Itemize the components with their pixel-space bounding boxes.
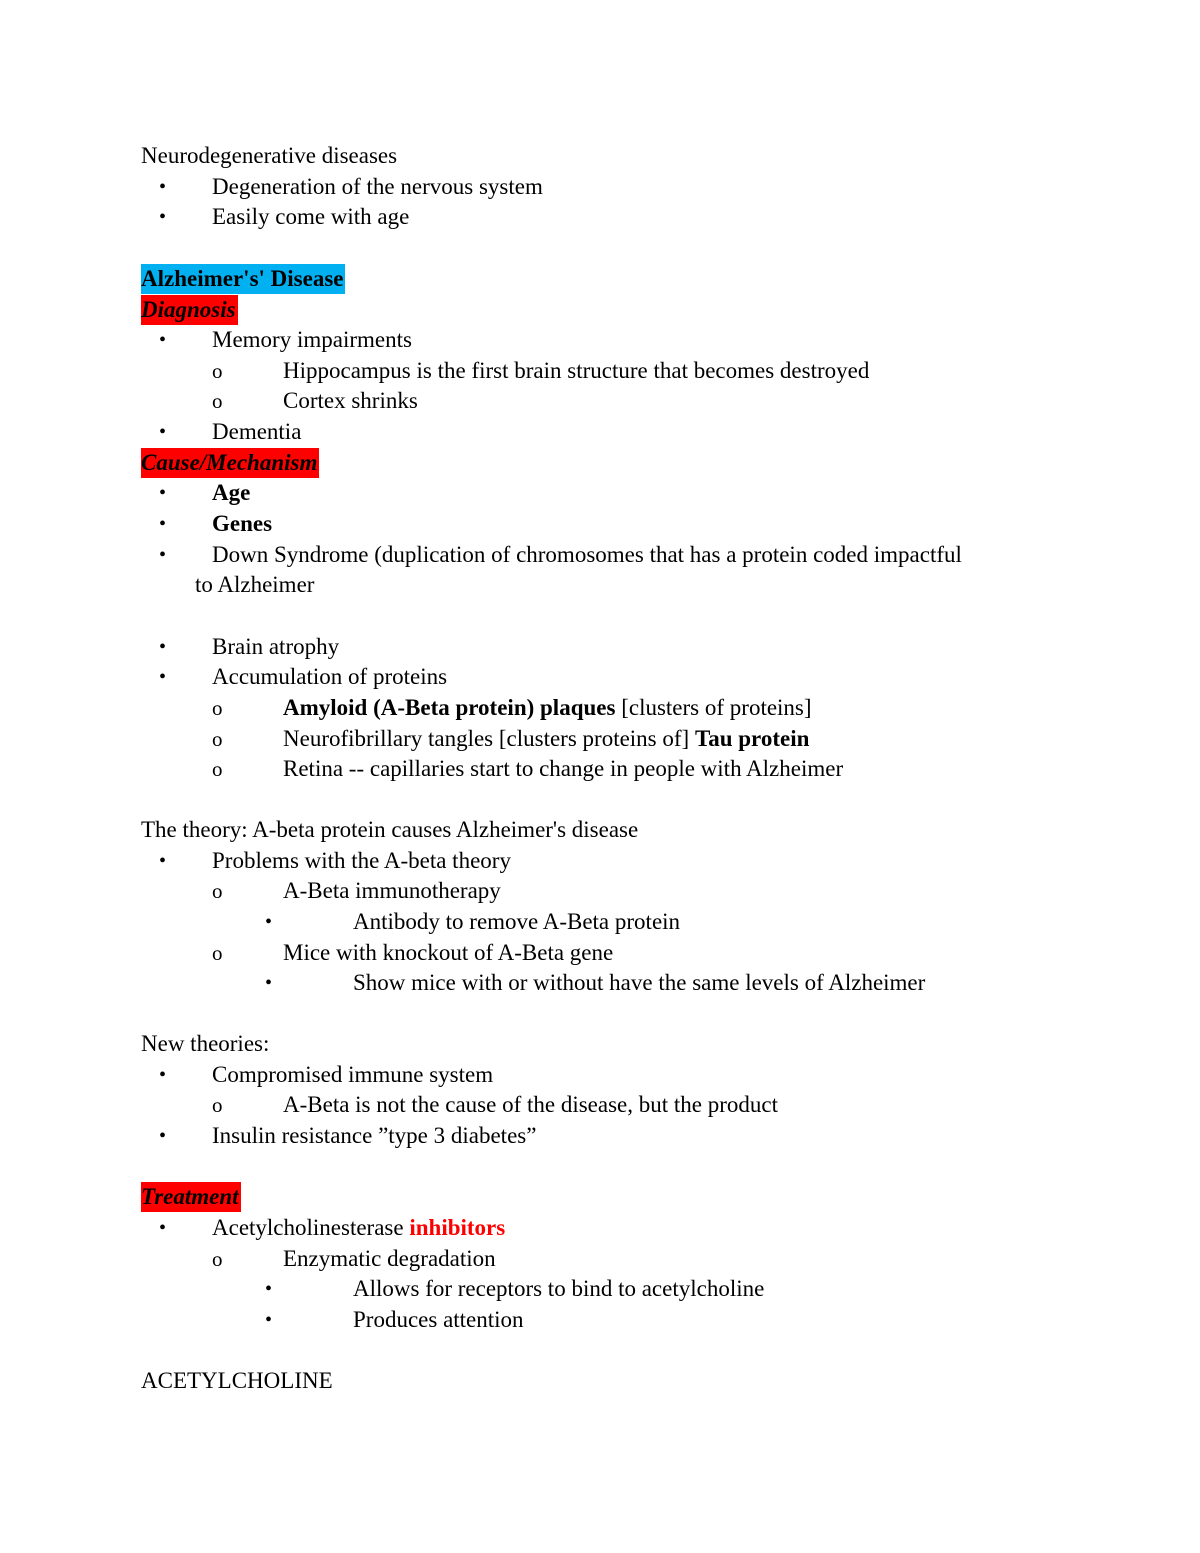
heading-text: ACETYLCHOLINE — [141, 1368, 333, 1393]
bullet-icon: • — [159, 206, 167, 228]
list-item-text: to Alzheimer — [195, 572, 315, 597]
bullet-icon: • — [265, 1309, 273, 1331]
sub-list-item-text: A-Beta is not the cause of the disease, but the product — [283, 1092, 778, 1117]
sub-list-item-text — [283, 754, 843, 784]
bullet-icon: • — [159, 850, 167, 872]
list-item-text: Dementia — [212, 419, 302, 444]
sub-sub-list-item-text: Antibody to remove A-Beta protein — [353, 909, 681, 934]
sub-list-item-text — [283, 693, 812, 723]
disease-title-text: Alzheimer's' Disease — [141, 264, 345, 294]
sub-list-item-text: Enzymatic degradation — [283, 1246, 496, 1271]
list-item-text: Accumulation of proteins — [212, 664, 448, 689]
list-item-text: Brain atrophy — [212, 634, 340, 659]
circle-bullet-icon: o — [212, 696, 223, 720]
heading-text: The theory: A-beta protein causes Alzheimer's disease — [141, 817, 639, 842]
bullet-icon: • — [265, 1278, 273, 1300]
circle-bullet-icon: o — [212, 879, 223, 903]
circle-bullet-icon: o — [212, 1247, 223, 1271]
list-item-text — [212, 1213, 505, 1243]
list-item-text: Easily come with age — [212, 204, 410, 229]
sub-list-item-text: Mice with knockout of A-Beta gene — [283, 940, 614, 965]
bullet-icon: • — [159, 1064, 167, 1086]
bullet-icon: • — [159, 544, 167, 566]
heading-text: New theories: — [141, 1031, 270, 1056]
bullet-icon: • — [159, 636, 167, 658]
bullet-icon: • — [265, 972, 273, 994]
bullet-icon: • — [159, 666, 167, 688]
circle-bullet-icon: o — [212, 941, 223, 965]
circle-bullet-icon: o — [212, 757, 223, 781]
sub-list-item-text: A-Beta immunotherapy — [283, 878, 501, 903]
bullet-icon: • — [159, 1217, 167, 1239]
sub-sub-list-item-text: Allows for receptors to bind to acetylcholine — [353, 1276, 765, 1301]
inhibitors-emphasis: inhibitors — [409, 1215, 506, 1240]
sub-sub-list-item-text: Produces attention — [353, 1307, 524, 1332]
retina-term: Retina -- — [283, 756, 365, 781]
tau-term: Tau protein — [694, 726, 810, 751]
cause-label-text: Cause/Mechanism — [141, 448, 319, 478]
sub-list-item-text: Cortex shrinks — [283, 388, 418, 413]
list-item-text: Degeneration of the nervous system — [212, 174, 543, 199]
circle-bullet-icon: o — [212, 389, 223, 413]
bullet-icon: • — [159, 1125, 167, 1147]
circle-bullet-icon: o — [212, 1093, 223, 1117]
heading-text: Neurodegenerative diseases — [141, 143, 398, 168]
list-item-text: Insulin resistance ”type 3 diabetes” — [212, 1123, 537, 1148]
bullet-icon: • — [159, 482, 167, 504]
list-item-text: Age — [212, 480, 251, 505]
amyloid-term: Amyloid (A-Beta protein) plaques — [283, 695, 616, 720]
bullet-icon: • — [159, 513, 167, 535]
sub-sub-list-item-text: Show mice with or without have the same levels of Alzheimer — [353, 970, 926, 995]
list-item-text: Compromised immune system — [212, 1062, 494, 1087]
bullet-icon: • — [265, 911, 273, 933]
bullet-icon: • — [159, 329, 167, 351]
sub-list-item-text: Hippocampus is the first brain structure that becomes destroyed — [283, 358, 870, 383]
bullet-icon: • — [159, 176, 167, 198]
retina-note: capillaries start to change in people with Alzheimer — [364, 756, 844, 781]
list-item-text: Genes — [212, 511, 273, 536]
treatment-label-text: Treatment — [141, 1182, 241, 1212]
neuro-text: Neurofibrillary tangles [clusters proteins of] — [283, 726, 695, 751]
diagnosis-label-text: Diagnosis — [141, 295, 238, 325]
sub-list-item-text — [283, 724, 809, 754]
list-item-text: Problems with the A-beta theory — [212, 848, 511, 873]
circle-bullet-icon: o — [212, 727, 223, 751]
list-item-text: Down Syndrome (duplication of chromosomes that has a protein coded impactful — [212, 542, 962, 567]
bullet-icon: • — [159, 421, 167, 443]
amyloid-note: [clusters of proteins] — [615, 695, 812, 720]
list-item-text: Memory impairments — [212, 327, 412, 352]
circle-bullet-icon: o — [212, 359, 223, 383]
ache-text: Acetylcholinesterase — [212, 1215, 410, 1240]
